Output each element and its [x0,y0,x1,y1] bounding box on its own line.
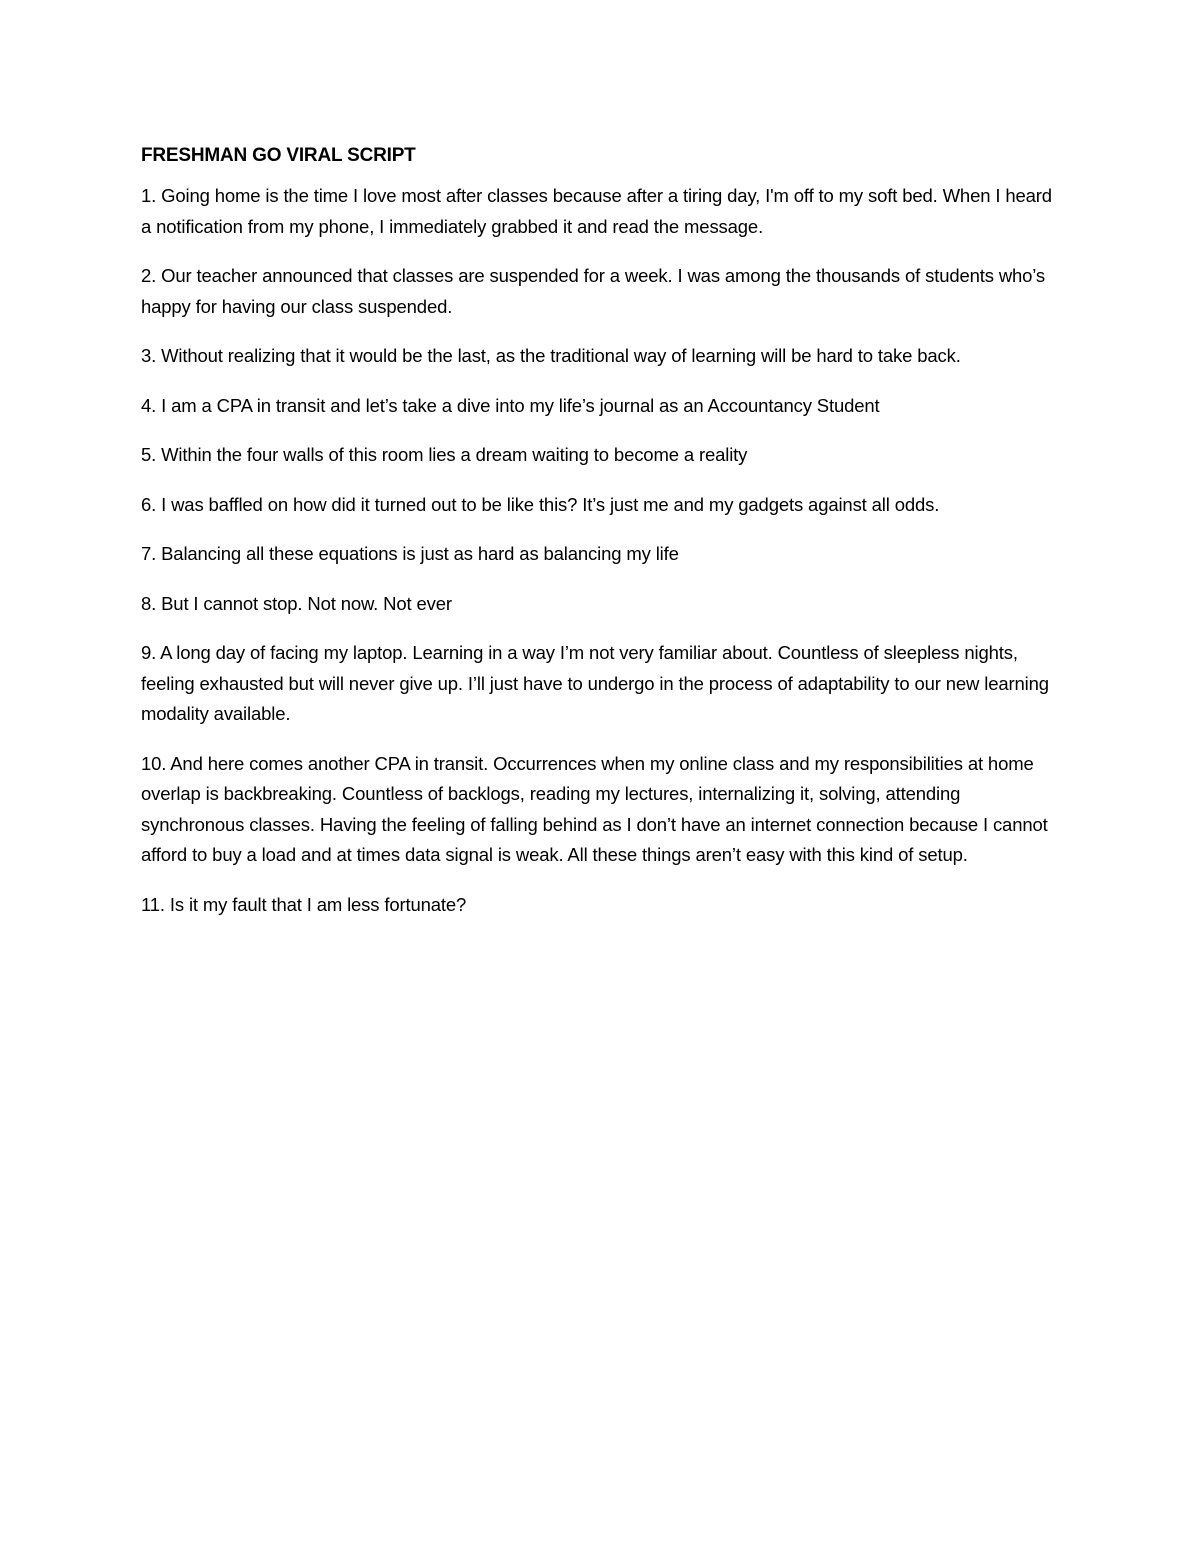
script-line-3: 3. Without realizing that it would be the last, as the traditional way of learning will be hard to take back. [141,345,961,366]
script-line-10: 10. And here comes another CPA in transit. Occurrences when my online class and my responsibilities at home overlap is backbreaking. Countless of backlogs, reading my lectures, internalizing it, solving, attending synchronous classes. Having the feeling of falling behind as I don’t have an internet connection because I cannot afford to buy a load and at times data signal is weak. All these things aren’t easy with this kind of setup. [141,752,1048,865]
script-line-9: 9. A long day of facing my laptop. Learning in a way I’m not very familiar about. Countless of sleepless nights, feeling exhausted but will never give up. I’ll just have to undergo in the process of adaptability to our new learning modality available. [141,642,1049,724]
script-line-1: 1. Going home is the time I love most after classes because after a tiring day, I'm off to my soft bed. When I heard a notification from my phone, I immediately grabbed it and read the message. [141,185,1052,237]
script-line-5: 5. Within the four walls of this room lies a dream waiting to become a reality [141,444,748,465]
script-line-7: 7. Balancing all these equations is just as hard as balancing my life [141,543,679,564]
script-line-4: 4. I am a CPA in transit and let’s take a dive into my life’s journal as an Accountancy Student [141,394,880,416]
script-line-6: 6. I was baffled on how did it turned out to be like this? It’s just me and my gadgets against all odds. [141,493,940,515]
script-line-2: 2. Our teacher announced that classes are suspended for a week. I was among the thousands of students who’s happy for having our class suspended. [141,265,1046,317]
document-title: FRESHMAN GO VIRAL SCRIPT [141,145,416,166]
script-line-11: 11. Is it my fault that I am less fortunate? [141,893,467,915]
document-body [141,141,1066,939]
script-line-8: 8. But I cannot stop. Not now. Not ever [141,592,452,614]
